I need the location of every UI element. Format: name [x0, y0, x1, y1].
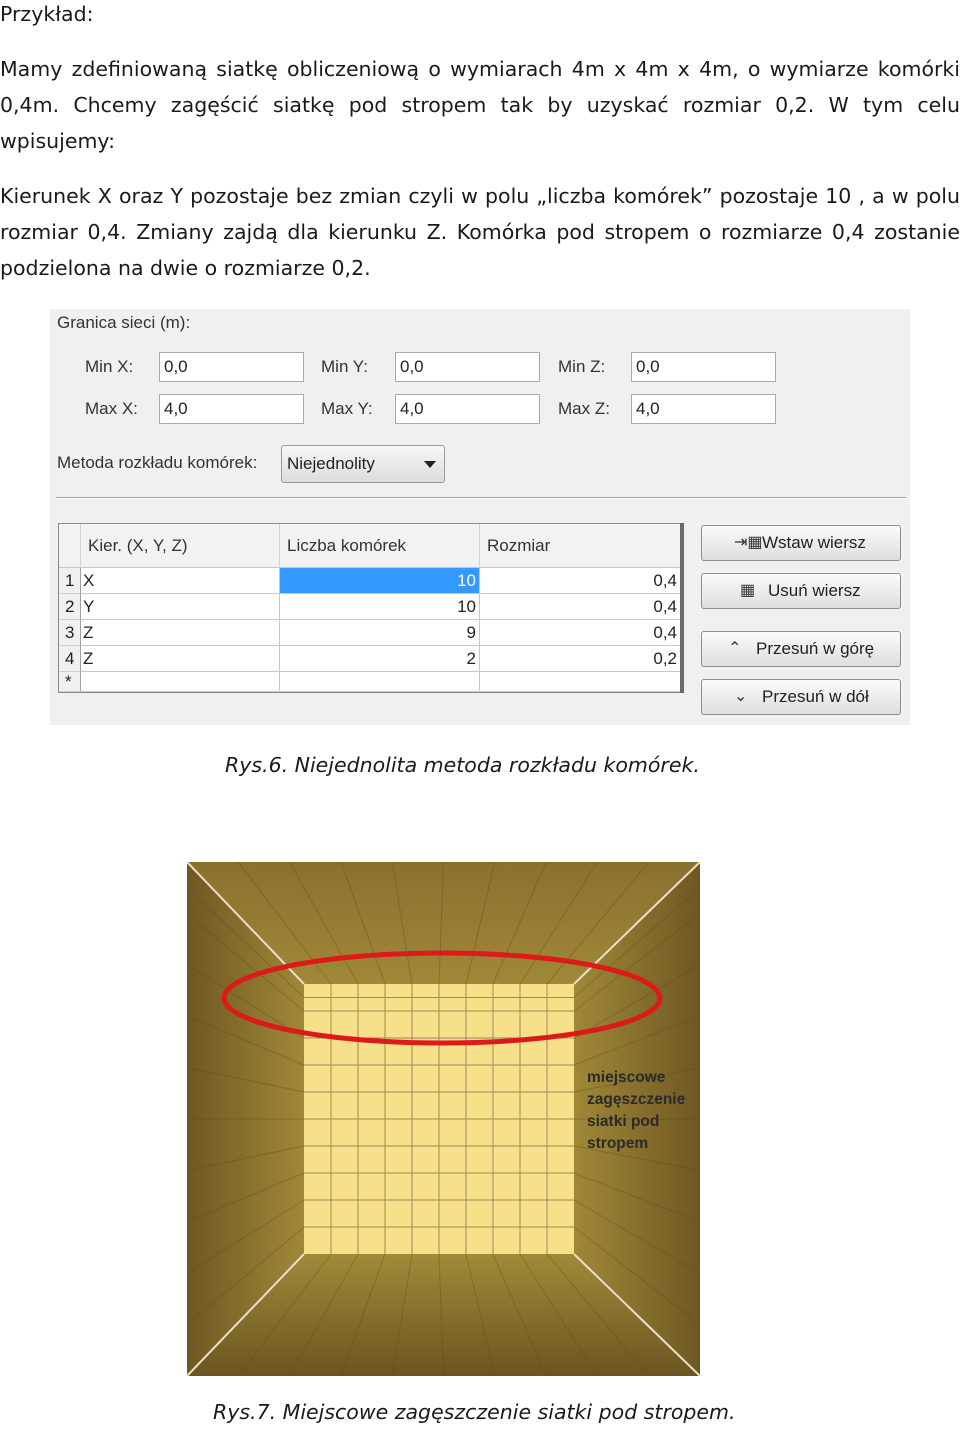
max-y-input[interactable]: 4,0: [395, 394, 540, 424]
insert-row-button[interactable]: [701, 525, 901, 561]
max-z-label: Max Z:: [558, 399, 610, 418]
distribution-method-select[interactable]: [281, 445, 445, 483]
chevron-up-icon: ⌃: [728, 640, 742, 657]
min-y-input[interactable]: 0,0: [395, 352, 540, 382]
column-header-cell-count[interactable]: Liczba komórek: [280, 524, 480, 568]
max-z-input[interactable]: 4,0: [631, 394, 776, 424]
max-x-label: Max X:: [85, 399, 138, 418]
table-cell-size[interactable]: 0,4: [480, 568, 681, 594]
move-up-button[interactable]: [701, 631, 901, 667]
grid-settings-panel: [50, 309, 910, 725]
room-mesh-figure: [187, 862, 700, 1376]
annotation-line-1: miejscowe zagęszczenie: [587, 1069, 686, 1108]
min-z-label: Min Z:: [558, 357, 606, 376]
row-index: 1: [59, 568, 81, 594]
column-header-size[interactable]: Rozmiar: [480, 524, 681, 568]
min-x-input[interactable]: 0,0: [159, 352, 304, 382]
divider: [56, 497, 906, 499]
figure-7-caption: Rys.7. Miejscowe zagęszczenie siatki pod stropem.: [213, 1400, 736, 1424]
grid-bounds-label: Granica sieci (m):: [57, 313, 191, 332]
annotation-label: [587, 1067, 700, 1155]
table-cell-size[interactable]: 0,2: [480, 646, 681, 672]
paragraph-2-line-3: podzielona na dwie o rozmiarze 0,2.: [0, 256, 371, 280]
paragraph-1-line-2: 0,4m. Chcemy zagęścić siatkę pod stropem tak by uzyskać rozmiar 0,2. W tym celu: [0, 93, 960, 117]
move-down-label: Przesuń w dół: [762, 687, 869, 706]
move-down-button[interactable]: [701, 679, 901, 715]
row-index: 2: [59, 594, 81, 620]
row-index: 4: [59, 646, 81, 672]
paragraph-1-line-3: wpisujemy:: [0, 129, 115, 153]
delete-row-icon: ▦: [740, 582, 756, 599]
distribution-method-value: Niejednolity: [287, 454, 375, 473]
table-cell-size[interactable]: 0,4: [480, 620, 681, 646]
delete-row-label: Usuń wiersz: [768, 581, 861, 600]
distribution-method-label: Metoda rozkładu komórek:: [57, 453, 258, 472]
insert-row-icon: ⇥▦: [734, 534, 763, 551]
min-y-label: Min Y:: [321, 357, 368, 376]
insert-row-label: Wstaw wiersz: [762, 533, 866, 552]
annotation-line-2: siatki pod stropem: [587, 1113, 660, 1152]
table-cell-size[interactable]: 0,4: [480, 594, 681, 620]
figure-6-caption: Rys.6. Niejednolita metoda rozkładu komórek.: [225, 753, 700, 777]
move-up-label: Przesuń w górę: [756, 639, 875, 658]
max-x-input[interactable]: 4,0: [159, 394, 304, 424]
new-row-cell[interactable]: [81, 672, 280, 692]
table-cell-count[interactable]: 10: [280, 594, 480, 620]
table-scrollbar[interactable]: [680, 523, 684, 693]
table-cell-direction[interactable]: Z: [81, 620, 280, 646]
table-cell-direction[interactable]: X: [81, 568, 280, 594]
dropdown-arrow-icon[interactable]: [424, 461, 436, 468]
table-cell-direction[interactable]: Z: [81, 646, 280, 672]
new-row-cell[interactable]: [280, 672, 480, 692]
min-x-label: Min X:: [85, 357, 134, 376]
paragraph-2-line-1: Kierunek X oraz Y pozostaje bez zmian czyli w polu „liczba komórek” pozostaje 10 , a w polu: [0, 184, 960, 208]
new-row-marker: *: [59, 672, 81, 692]
heading: Przykład:: [0, 2, 94, 26]
new-row-cell[interactable]: [480, 672, 681, 692]
table-cell-count-selected[interactable]: 10: [280, 568, 480, 594]
chevron-down-icon: ⌄: [734, 688, 748, 705]
table-cell-count[interactable]: 9: [280, 620, 480, 646]
max-y-label: Max Y:: [321, 399, 373, 418]
paragraph-1-line-1: Mamy zdefiniowaną siatkę obliczeniową o wymiarach 4m x 4m x 4m, o wymiarze komórki: [0, 57, 960, 81]
row-index: 3: [59, 620, 81, 646]
min-z-input[interactable]: 0,0: [631, 352, 776, 382]
paragraph-2-line-2: rozmiar 0,4. Zmiany zajdą dla kierunku Z. Komórka pod stropem o rozmiarze 0,4 zostanie: [0, 220, 960, 244]
cell-distribution-table: [58, 523, 682, 693]
column-header-direction[interactable]: Kier. (X, Y, Z): [81, 524, 280, 568]
delete-row-button[interactable]: [701, 573, 901, 609]
table-corner: [59, 524, 81, 568]
table-cell-direction[interactable]: Y: [81, 594, 280, 620]
table-cell-count[interactable]: 2: [280, 646, 480, 672]
